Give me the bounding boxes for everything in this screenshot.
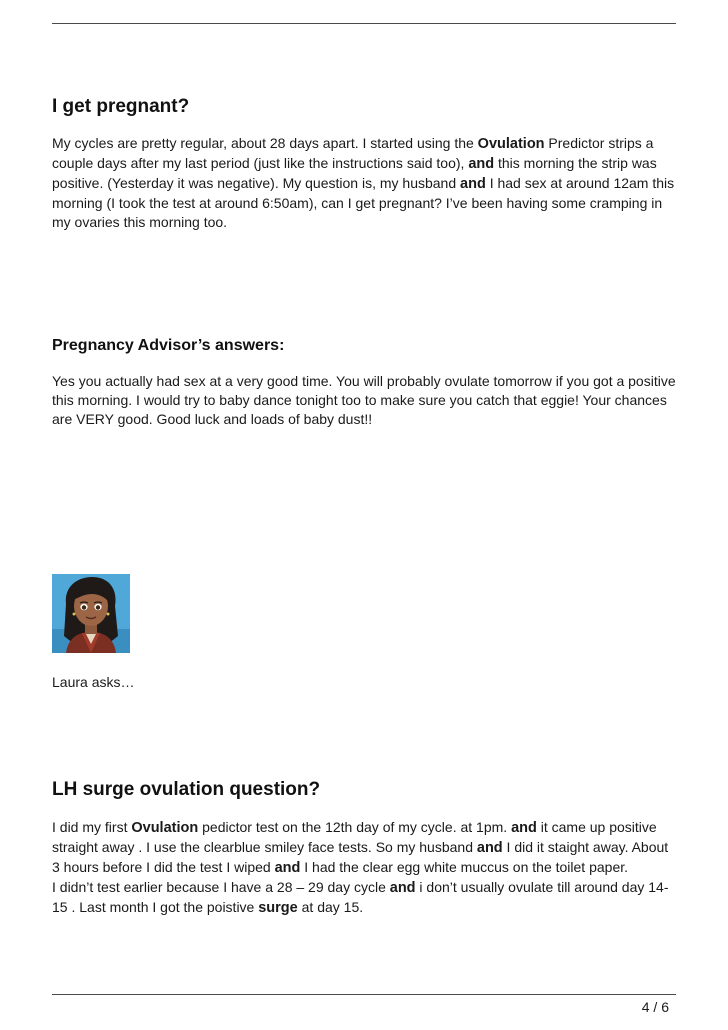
bold-keyword: and xyxy=(460,176,486,192)
text-run: I did my first xyxy=(52,819,132,835)
bold-keyword: and xyxy=(274,860,301,876)
question-2-body-2 xyxy=(52,878,676,918)
text-run: I had the clear egg white muccus on the toilet paper. xyxy=(300,859,629,875)
text-run: I had sex at around 12am this morning (I took the test at around 6:50am), can I get pregnant? I’ve been having some cramping in my ovaries this morning too. xyxy=(52,175,675,230)
bold-keyword: and xyxy=(389,880,416,896)
asker-avatar xyxy=(52,574,130,653)
asker-line xyxy=(52,673,676,692)
question-2-title: LH surge ovulation question? xyxy=(52,779,321,800)
bold-keyword: and xyxy=(511,820,537,836)
question-1 xyxy=(52,95,676,232)
answer-title: Pregnancy Advisor’s answers: xyxy=(52,337,285,354)
text-run: I did it staight away. About 3 hours before I did the test I wiped xyxy=(52,839,669,875)
question-2-body-1 xyxy=(52,818,676,878)
cartoon-avatar-icon xyxy=(52,574,130,653)
question-1-title: I get pregnant? xyxy=(52,96,190,117)
bold-keyword: Ovulation xyxy=(477,136,545,152)
asker-label: Laura asks… xyxy=(52,674,135,690)
bold-keyword: and xyxy=(468,156,495,172)
question-2 xyxy=(52,778,676,918)
text-run: at day 15. xyxy=(297,899,364,915)
text-run: My cycles are pretty regular, about 28 days apart. I started using the xyxy=(52,135,478,151)
question-1-body xyxy=(52,134,676,232)
text-run: pedictor test on the 12th day of my cycle. at 1pm. xyxy=(198,819,512,835)
bold-keyword: surge xyxy=(258,900,298,916)
text-run: I didn’t test earlier because I have a 28 – 29 day cycle xyxy=(52,879,390,895)
bold-keyword: Ovulation xyxy=(131,820,199,836)
text-run: Predictor strips a couple days after my last period (just like the instructions said too), xyxy=(52,135,654,171)
text-run: i don’t usually ovulate till around day 14-15 . Last month I got the poistive xyxy=(52,879,669,915)
text-run: this morning the strip was positive. (Yesterday it was negative). My question is, my husband xyxy=(52,155,657,191)
page-number: 4 / 6 xyxy=(641,999,669,1015)
header-rule xyxy=(52,23,676,24)
answer-section xyxy=(52,334,676,429)
text-run: it came up positive straight away . I use the clearblue smiley face tests. So my husband xyxy=(52,819,657,855)
bold-keyword: and xyxy=(476,840,503,856)
footer-rule xyxy=(52,994,676,995)
answer-body: Yes you actually had sex at a very good time. You will probably ovulate tomorrow if you got a positive this morning. I would try to baby dance tonight too to make sure you catch that eggie! Your chances are VERY good. Good luck and loads of baby dust!! xyxy=(52,373,676,427)
